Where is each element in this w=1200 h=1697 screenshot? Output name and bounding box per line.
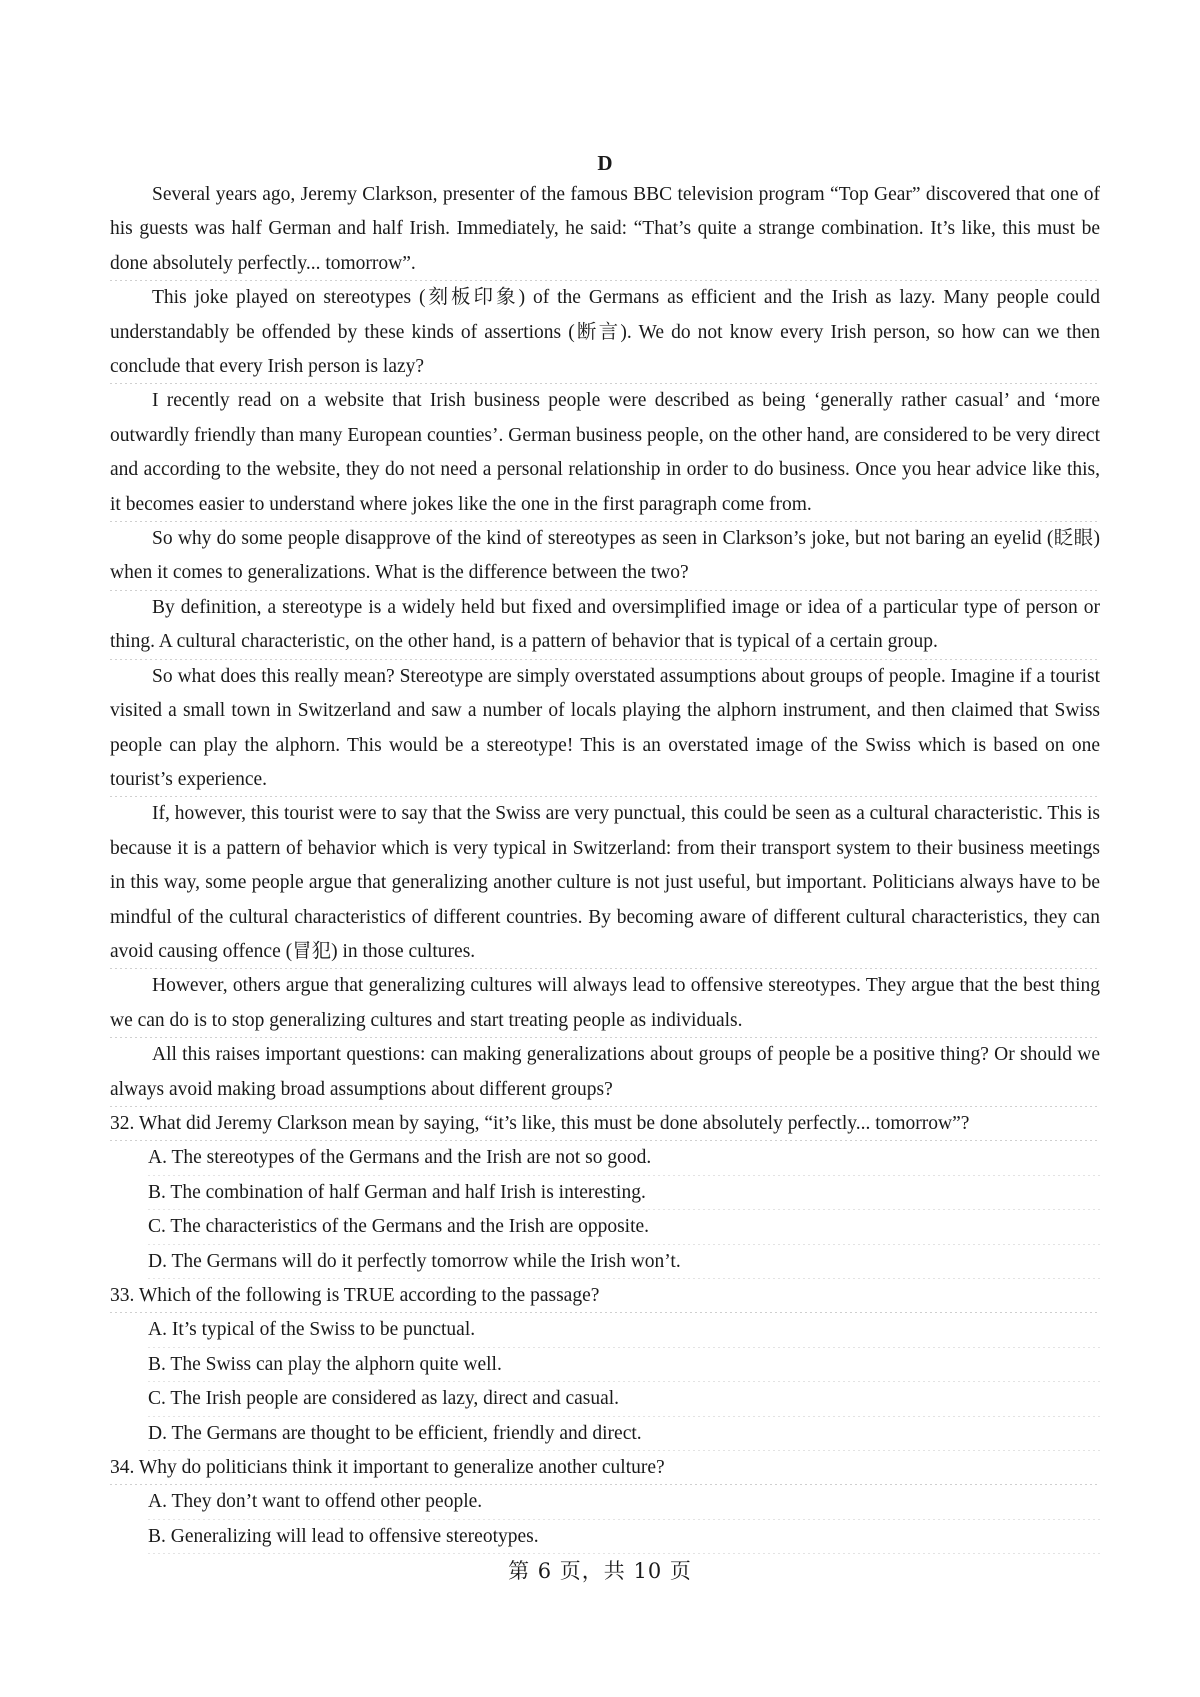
paragraph: I recently read on a website that Irish business people were described as being ‘generally rather casual’ and ‘more outwardly friendly than many European counties’. German business people, on the other hand, are considered to be very direct and according to the website, they do not need a personal relationship in order to do business. Once you hear advice like this, it becomes easier to understand where jokes like the one in the first paragraph come from. bbox=[110, 384, 1100, 522]
question-stem: 34. Why do politicians think it important to generalize another culture? bbox=[110, 1451, 1100, 1485]
answer-option-d: D. The Germans are thought to be efficient, friendly and direct. bbox=[110, 1417, 1100, 1451]
answer-option-a: A. The stereotypes of the Germans and the Irish are not so good. bbox=[110, 1141, 1100, 1175]
answer-option-a: A. It’s typical of the Swiss to be punctual. bbox=[110, 1313, 1100, 1347]
document-page bbox=[110, 148, 1100, 1554]
paragraph: So why do some people disapprove of the kind of stereotypes as seen in Clarkson’s joke, but not baring an eyelid (眨眼) when it comes to generalizations. What is the difference between the two? bbox=[110, 522, 1100, 591]
answer-option-b: B. Generalizing will lead to offensive stereotypes. bbox=[110, 1520, 1100, 1554]
paragraph: All this raises important questions: can making generalizations about groups of people be a positive thing? Or should we always avoid making broad assumptions about different groups? bbox=[110, 1038, 1100, 1107]
paragraph: This joke played on stereotypes (刻板印象) of the Germans as efficient and the Irish as lazy. Many people could understandably be offended by these kinds of assertions (断言). We do not know every Irish person, so how can we then conclude that every Irish person is lazy? bbox=[110, 281, 1100, 384]
paragraph: However, others argue that generalizing cultures will always lead to offensive stereotypes. They argue that the best thing we can do is to stop generalizing cultures and start treating people as individuals. bbox=[110, 969, 1100, 1038]
answer-option-d: D. The Germans will do it perfectly tomorrow while the Irish won’t. bbox=[110, 1245, 1100, 1279]
paragraph: If, however, this tourist were to say that the Swiss are very punctual, this could be seen as a cultural characteristic. This is because it is a pattern of behavior which is very typical in Switzerland: from their transport system to their business meetings in this way, some people argue that generalizing another culture is not just useful, but important. Politicians always have to be mindful of the cultural characteristics of different countries. By becoming aware of different cultural characteristics, they can avoid causing offence (冒犯) in those cultures. bbox=[110, 797, 1100, 969]
question-stem: 32. What did Jeremy Clarkson mean by saying, “it’s like, this must be done absolutely perfectly... tomorrow”? bbox=[110, 1107, 1100, 1141]
question-stem: 33. Which of the following is TRUE according to the passage? bbox=[110, 1279, 1100, 1313]
reading-passage bbox=[110, 178, 1100, 1107]
question-list bbox=[110, 1107, 1100, 1554]
question-33 bbox=[110, 1279, 1100, 1451]
paragraph: So what does this really mean? Stereotype are simply overstated assumptions about groups of people. Imagine if a tourist visited a small town in Switzerland and saw a number of locals playing the alphorn instrument, and then claimed that Swiss people can play the alphorn. This would be a stereotype! This is an overstated image of the Swiss which is based on one tourist’s experience. bbox=[110, 660, 1100, 798]
answer-option-c: C. The Irish people are considered as lazy, direct and casual. bbox=[110, 1382, 1100, 1416]
answer-option-c: C. The characteristics of the Germans and the Irish are opposite. bbox=[110, 1210, 1100, 1244]
answer-option-b: B. The Swiss can play the alphorn quite well. bbox=[110, 1348, 1100, 1382]
answer-option-a: A. They don’t want to offend other people. bbox=[110, 1485, 1100, 1519]
question-32 bbox=[110, 1107, 1100, 1279]
question-34 bbox=[110, 1451, 1100, 1554]
page-number-footer: 第 6 页，共 10 页 bbox=[508, 1559, 692, 1583]
paragraph: Several years ago, Jeremy Clarkson, presenter of the famous BBC television program “Top Gear” discovered that one of his guests was half German and half Irish. Immediately, he said: “That’s quite a strange combination. It’s like, this must be done absolutely perfectly... tomorrow”. bbox=[110, 178, 1100, 281]
section-title: D bbox=[597, 151, 613, 175]
paragraph: By definition, a stereotype is a widely held but fixed and oversimplified image or idea of a particular type of person or thing. A cultural characteristic, on the other hand, is a pattern of behavior that is typical of a certain group. bbox=[110, 591, 1100, 660]
answer-option-b: B. The combination of half German and half Irish is interesting. bbox=[110, 1176, 1100, 1210]
